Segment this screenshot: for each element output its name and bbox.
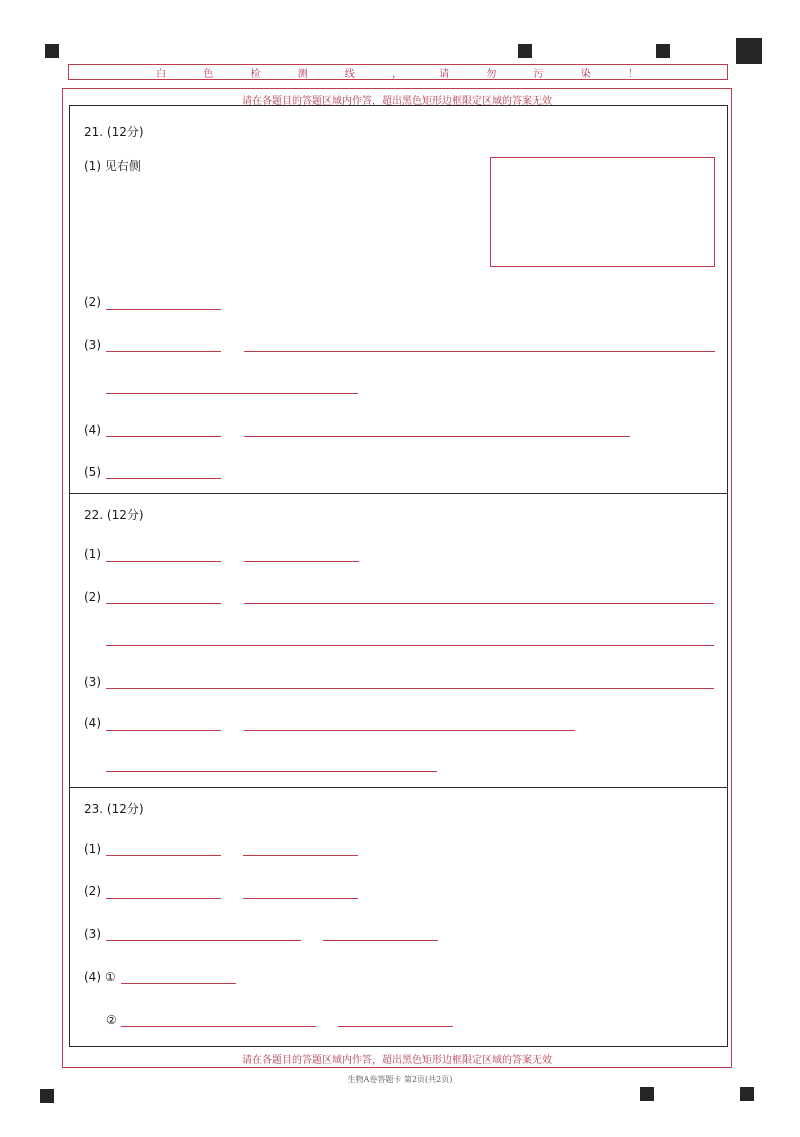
detection-line-banner: [68, 64, 728, 80]
q22-part1-blank-b[interactable]: [244, 561, 359, 562]
registration-mark-bottom-left: [40, 1089, 54, 1103]
notice-bottom: 请在各题目的答题区域内作答，超出黑色矩形边框限定区域的答案无效: [242, 1055, 552, 1066]
q22-part2-blank-c[interactable]: [106, 645, 714, 646]
q23-part2-blank-a[interactable]: [106, 898, 221, 899]
q21-part3-blank-b[interactable]: [244, 351, 715, 352]
banner-text: 白 色 检 测 线 ， 请 勿 污 染 ！: [156, 68, 640, 80]
q23-part1-blank-b[interactable]: [243, 855, 358, 856]
question-21-title: 21. (12分): [84, 125, 144, 139]
registration-mark-top-mid: [518, 44, 532, 58]
registration-mark-top-right: [656, 44, 670, 58]
q22-part4-label: (4): [84, 716, 101, 730]
q21-part1-label: (1) 见右侧: [84, 159, 141, 173]
q22-part1-label: (1): [84, 547, 101, 561]
q22-part2-blank-a[interactable]: [106, 603, 221, 604]
question-22-title: 22. (12分): [84, 508, 144, 522]
q23-part4-blank[interactable]: [121, 983, 236, 984]
q23-part3-label: (3): [84, 927, 101, 941]
q21-part5-blank[interactable]: [106, 478, 221, 479]
q22-part4-blank-c[interactable]: [106, 771, 437, 772]
q21-part5-label: (5): [84, 465, 101, 479]
q21-part2-blank[interactable]: [106, 309, 221, 310]
registration-mark-top-corner: [736, 38, 762, 64]
q21-part4-blank-a[interactable]: [106, 436, 221, 437]
q22-part3-label: (3): [84, 675, 101, 689]
notice-top: 请在各题目的答题区域内作答，超出黑色矩形边框限定区域的答案无效: [242, 96, 552, 107]
q21-part3-label: (3): [84, 338, 101, 352]
q23-part2-label: (2): [84, 884, 101, 898]
q21-part4-label: (4): [84, 423, 101, 437]
q22-part1-blank-a[interactable]: [106, 561, 221, 562]
q23-part3-blank-a[interactable]: [106, 940, 301, 941]
question-21-box: [69, 105, 728, 494]
q22-part3-blank[interactable]: [106, 688, 714, 689]
q21-part4-blank-b[interactable]: [244, 436, 630, 437]
q22-part2-label: (2): [84, 590, 101, 604]
question-23-title: 23. (12分): [84, 802, 144, 816]
q22-part4-blank-a[interactable]: [106, 730, 221, 731]
registration-mark-top-left: [45, 44, 59, 58]
q22-part4-blank-b[interactable]: [244, 730, 575, 731]
q21-drawing-box[interactable]: [490, 157, 715, 267]
q21-part3-blank-c[interactable]: [106, 393, 358, 394]
q23-part2-blank-b[interactable]: [243, 898, 358, 899]
q21-part3-blank-a[interactable]: [106, 351, 221, 352]
page-footer: 生物A卷答题卡 第2页(共2页): [347, 1075, 453, 1084]
q23-part4-sub2-blank-a[interactable]: [121, 1026, 316, 1027]
question-22-box: [69, 493, 728, 788]
q23-part4-label: (4) ①: [84, 970, 116, 984]
registration-mark-bottom-mid: [640, 1087, 654, 1101]
q23-part4-sub2-blank-b[interactable]: [338, 1026, 453, 1027]
q23-part1-blank-a[interactable]: [106, 855, 221, 856]
question-23-box: [69, 787, 728, 1047]
q21-part2-label: (2): [84, 295, 101, 309]
q23-part4-sub2-label: ②: [106, 1013, 117, 1027]
registration-mark-bottom-right: [740, 1087, 754, 1101]
q23-part1-label: (1): [84, 842, 101, 856]
q22-part2-blank-b[interactable]: [244, 603, 714, 604]
q23-part3-blank-b[interactable]: [323, 940, 438, 941]
